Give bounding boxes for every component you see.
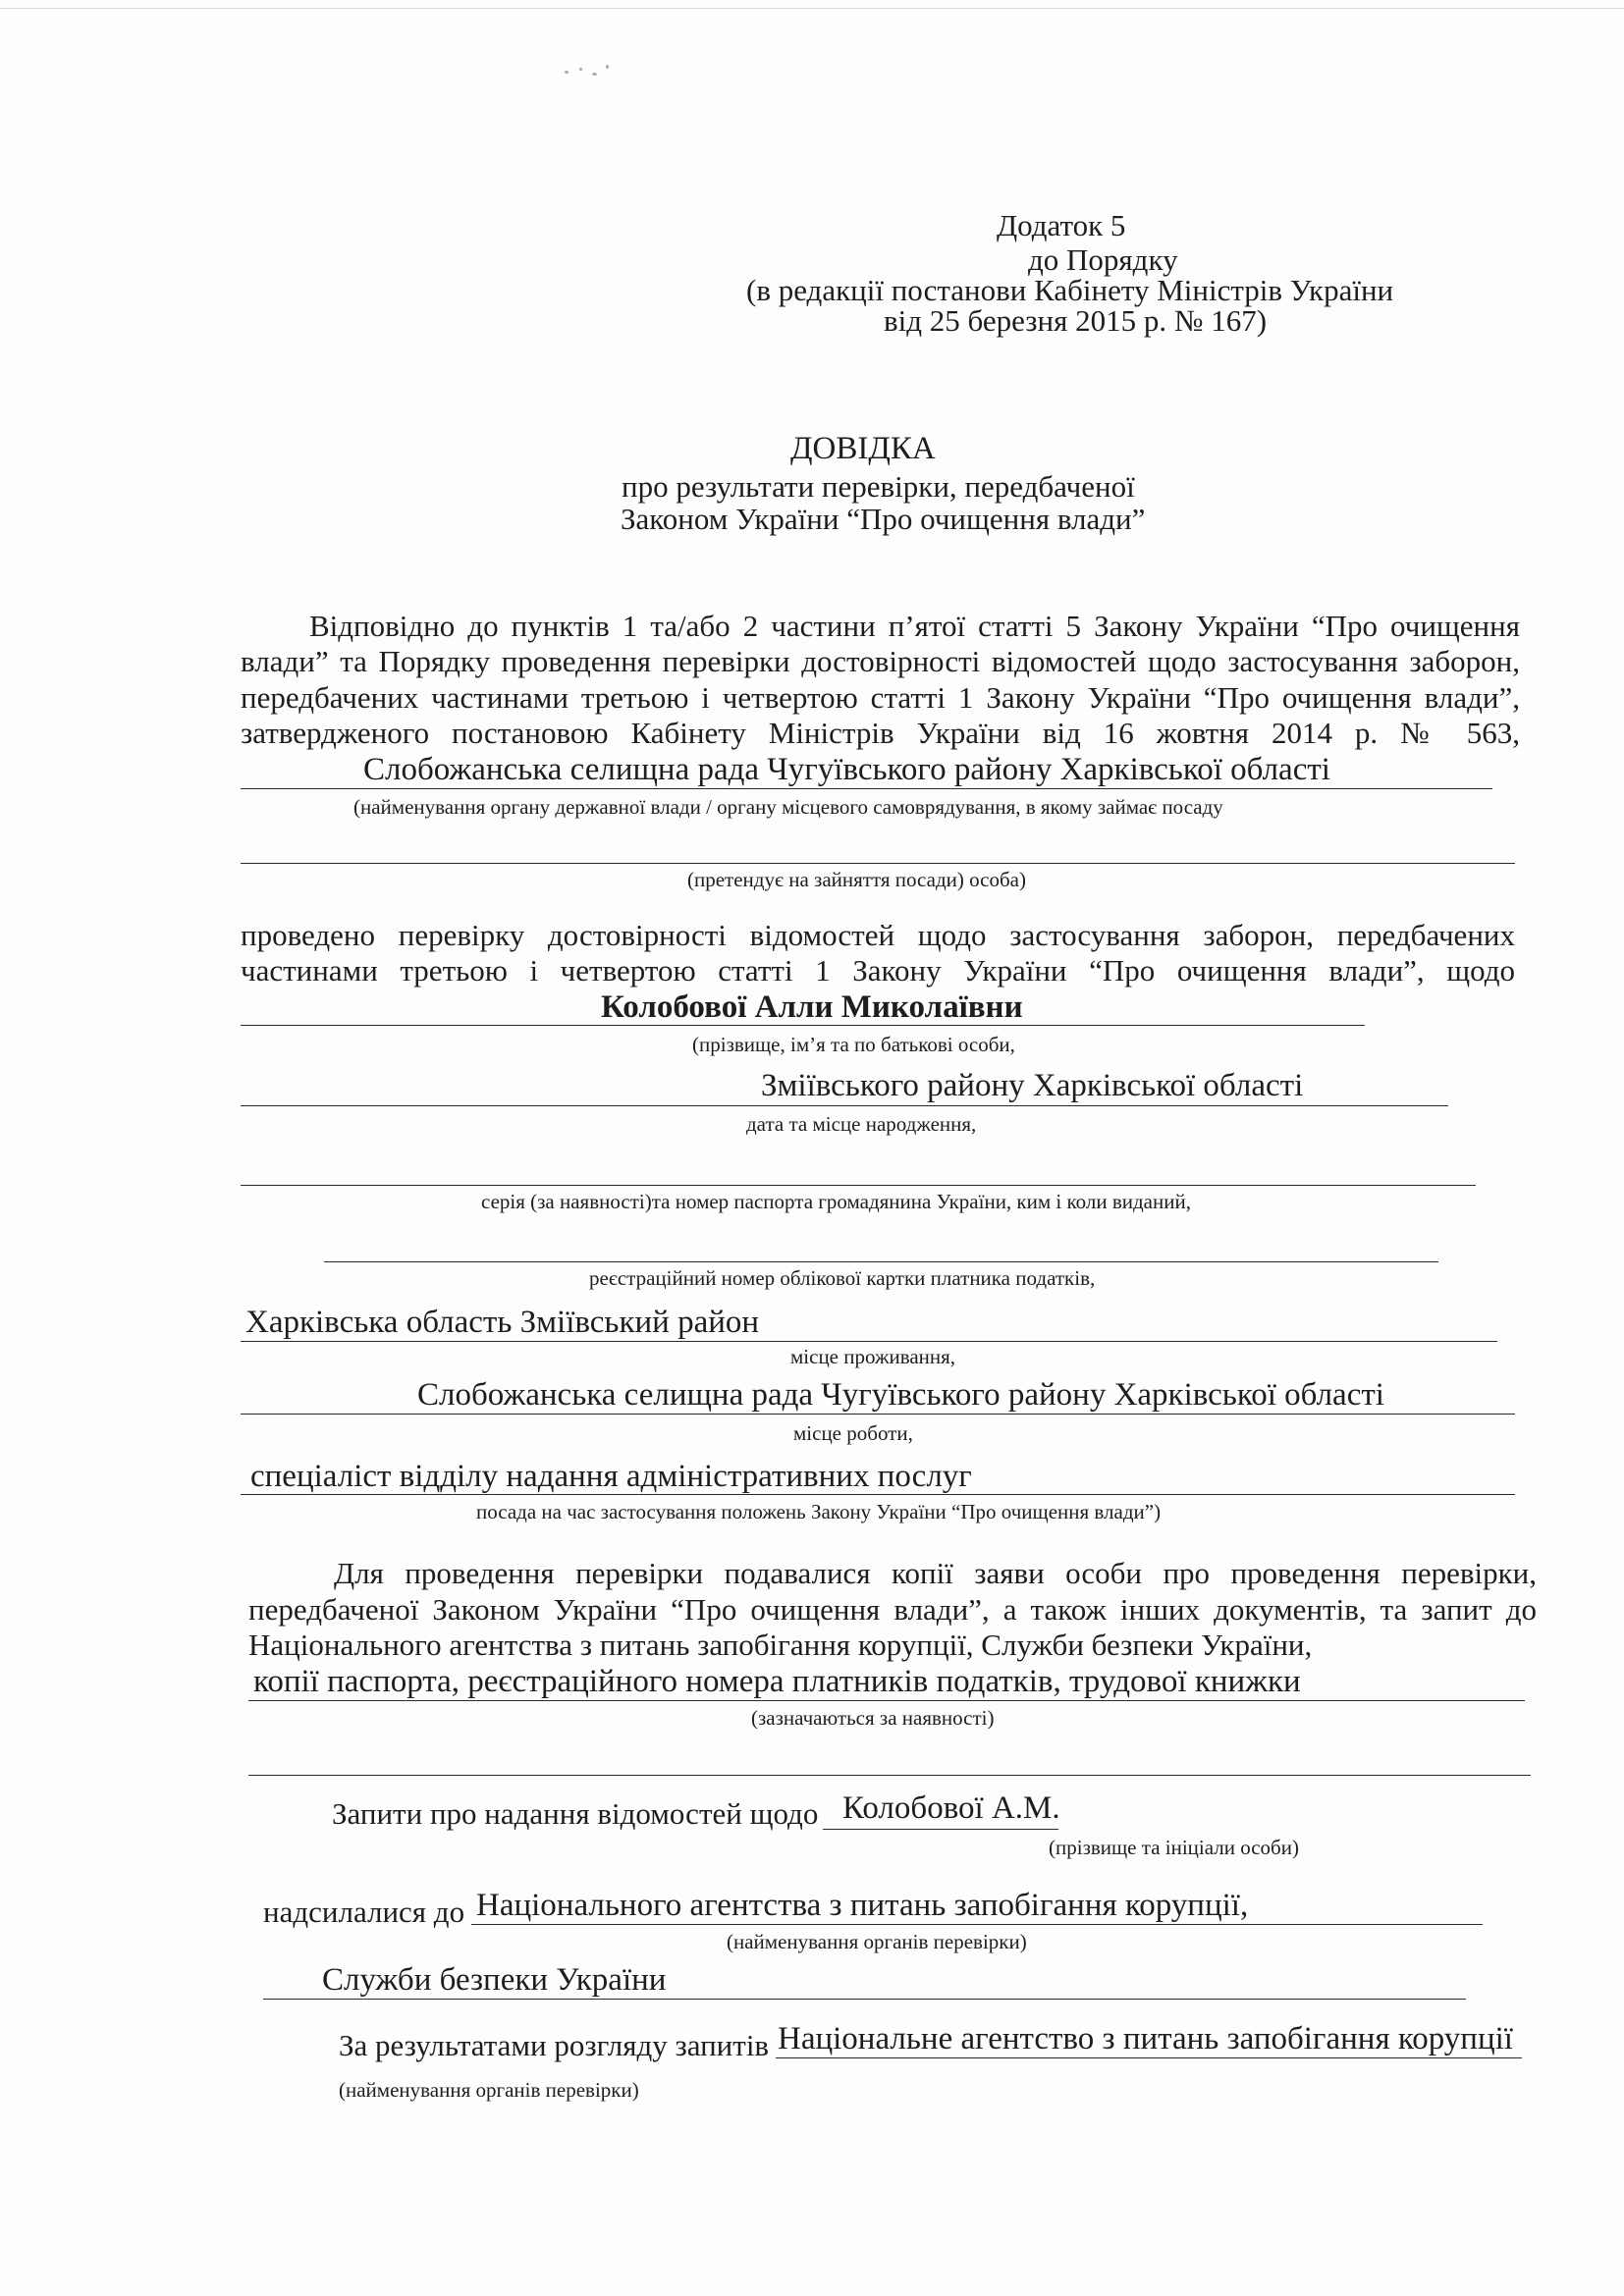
person-caption: (прізвище, ім’я та по батькові особи, [692,1033,1015,1056]
requests-person-value: Колобової А.М. [842,1790,1060,1826]
sent-line-2 [263,1999,1466,2000]
authority-line [241,788,1492,789]
requests-person-caption: (прізвище та ініціали особи) [1049,1836,1299,1859]
tax-number-caption: реєстраційний номер облікової картки платника податків, [589,1266,1096,1290]
authority-caption: (найменування органу державної влади / органу місцевого самоврядування, в якому займає посаду [353,795,1223,819]
intro-line-2: влади” та Порядку проведення перевірки достовірності відомостей щодо застосування заборон, [241,644,1520,678]
tax-number-line [324,1261,1438,1262]
scan-top-edge [0,8,1624,9]
birth-line [241,1105,1448,1106]
sent-value-2: Служби безпеки України [322,1962,667,1998]
docs-line [248,1700,1525,1701]
result-label: За результатами розгляду запитів [339,2028,770,2062]
title-line-3: Законом України “Про очищення влади” [621,502,1146,536]
work-caption: місце роботи, [793,1421,913,1445]
document-title: ДОВІДКА [790,431,936,466]
birth-value: Зміївського району Харківської області [761,1068,1304,1103]
position-line [241,863,1515,864]
requests-label: Запити про надання відомостей щодо [332,1796,819,1831]
scan-speck [565,71,568,74]
work-line [241,1414,1515,1415]
result-value: Національне агентство з питань запобігання корупції [778,2021,1513,2056]
appendix-number: Додаток 5 [997,208,1126,242]
person-value: Колобової Алли Миколаївни [601,989,1023,1025]
checked-line-1: проведено перевірку достовірності відомостей щодо застосування заборон, передбачених [241,918,1515,952]
title-line-2: про результати перевірки, передбаченої [622,469,1135,504]
checked-line-2: частинами третьою і четвертою статті 1 Закону України “Про очищення влади”, щодо [241,953,1515,988]
post-value: спеціаліст відділу надання адміністративних послуг [250,1459,972,1494]
result-caption: (найменування органів перевірки) [339,2078,639,2102]
birth-caption: дата та місце народження, [746,1112,977,1136]
appendix-procedure: до Порядку [1028,242,1178,277]
docs-value: копії паспорта, реєстраційного номера платників податків, трудової книжки [253,1664,1301,1699]
intro-line-1: Відповідно до пунктів 1 та/або 2 частини п’ятої статті 5 Закону України “Про очищення [309,609,1520,643]
sent-label: надсилалися до [263,1895,465,1929]
docs-line-1: Для проведення перевірки подавалися копії заяви особи про проведення перевірки, [334,1556,1537,1590]
requests-person-line [823,1829,1058,1830]
sent-caption: (найменування органів перевірки) [727,1930,1027,1953]
scan-speck [579,68,582,71]
passport-line [241,1185,1476,1186]
appendix-date: від 25 березня 2015 р. № 167) [884,303,1268,338]
passport-caption: серія (за наявності)та номер паспорта громадянина України, ким і коли виданий, [481,1190,1191,1213]
post-caption: посада на час застосування положень Закону України “Про очищення влади”) [476,1500,1162,1523]
work-value: Слобожанська селищна рада Чугуївського району Харківської області [417,1377,1384,1413]
position-caption: (претендує на зайняття посади) особа) [687,868,1026,891]
residence-caption: місце проживання, [790,1345,956,1368]
sent-line [471,1924,1483,1925]
docs-line-2: передбаченої Законом України “Про очищення влади”, а також інших документів, та запит до [248,1592,1537,1627]
residence-line [241,1341,1497,1342]
scan-speck [592,73,597,76]
residence-value: Харківська область Зміївський район [245,1305,760,1340]
scan-speck [606,65,609,69]
docs-caption: (зазначаються за наявності) [751,1706,995,1730]
sent-value: Національного агентства з питань запобігання корупції, [476,1888,1249,1923]
intro-line-4: затвердженого постановою Кабінету Міністрів України від 16 жовтня 2014 р. № 563, [241,716,1520,750]
docs-line-3: Національного агентства з питань запобігання корупції, Служби безпеки України, [248,1628,1313,1662]
intro-line-3: передбачених частинами третьою і четвертою статті 1 Закону України “Про очищення влади”, [241,680,1520,715]
docs-extra-line [248,1775,1531,1776]
authority-value: Слобожанська селищна рада Чугуївського району Харківської області [363,752,1330,787]
appendix-edition: (в редакції постанови Кабінету Міністрів України [746,273,1394,307]
result-line [776,2057,1522,2058]
